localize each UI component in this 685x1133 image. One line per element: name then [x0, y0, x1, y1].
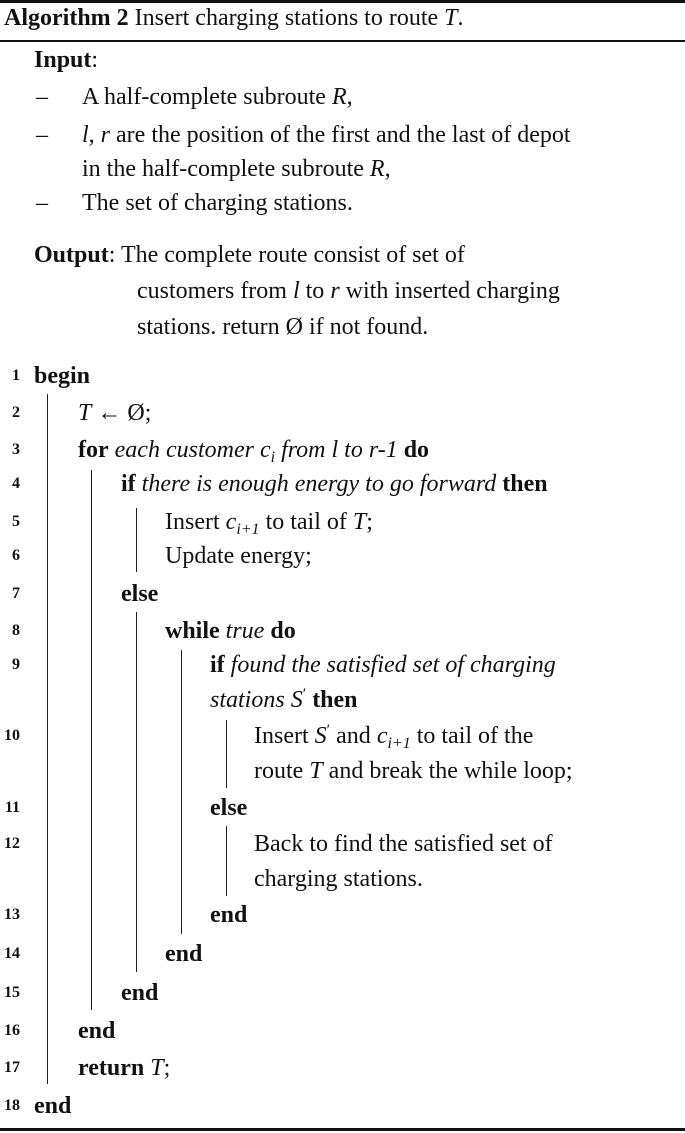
algorithm-label: Algorithm 2 — [4, 5, 129, 31]
line-number-10: 10 — [4, 727, 20, 744]
bottom-rule — [0, 1128, 685, 1131]
line-number-16: 16 — [4, 1022, 20, 1039]
line-1-begin: begin — [34, 363, 91, 389]
line-number-3: 3 — [12, 441, 20, 458]
line-number-12: 12 — [4, 835, 20, 852]
line-7-else: else — [121, 581, 159, 607]
algorithm-title-period: . — [457, 5, 464, 31]
output-heading: Output: The complete route consist of set of — [34, 242, 465, 268]
line-8-while: while true do — [165, 618, 296, 644]
if-block-bar — [136, 508, 137, 572]
line-10-insert-cont: route T and break the while loop; — [254, 758, 573, 784]
line-6-update: Update energy; — [165, 543, 312, 569]
line-number-13: 13 — [4, 906, 20, 923]
input-item-3: The set of charging stations. — [82, 190, 353, 216]
line-number-6: 6 — [12, 547, 20, 564]
line-12-back-cont: charging stations. — [254, 866, 423, 892]
line-number-11: 11 — [4, 799, 20, 816]
line-15-end: end — [121, 980, 159, 1006]
line-number-15: 15 — [4, 984, 20, 1001]
line-number-17: 17 — [4, 1059, 20, 1076]
input-item-1: A half-complete subroute R, — [82, 84, 353, 110]
line-number-4: 4 — [12, 475, 20, 492]
while-block-bar — [181, 650, 182, 934]
input-dash-2: – — [36, 122, 48, 148]
line-3-for: for each customer $c_i$ from l to r-1 do — [78, 437, 430, 466]
inner-if-block-bar — [226, 720, 227, 788]
algorithm-caption — [4, 5, 464, 32]
inner-else-block-bar — [226, 826, 227, 896]
line-9-if: if found the satisfied set of charging — [210, 652, 556, 678]
algorithm-title-var: T — [444, 5, 458, 31]
line-number-14: 14 — [4, 945, 20, 962]
line-number-7: 7 — [12, 585, 20, 602]
begin-block-bar — [47, 394, 48, 1084]
output-line-3: stations. return Ø if not found. — [137, 314, 429, 340]
line-5-insert: Insert $c_{i+1}$ to tail of T; — [165, 509, 373, 538]
line-12-back: Back to find the satisfied set of — [254, 831, 553, 857]
line-18-end: end — [34, 1093, 72, 1119]
caption-rule — [0, 40, 685, 42]
line-9-if-cont: stations S′ then — [210, 686, 358, 713]
else-block-bar — [136, 612, 137, 972]
top-rule — [0, 0, 685, 3]
line-16-end: end — [78, 1018, 116, 1044]
line-14-end: end — [165, 941, 203, 967]
line-17-return: return T; — [78, 1055, 171, 1081]
input-dash-1: – — [36, 84, 48, 110]
line-number-2: 2 — [12, 404, 20, 421]
line-11-else: else — [210, 795, 248, 821]
line-number-1: 1 — [12, 367, 20, 384]
line-10-insert: Insert S′ and $c_{i+1}$ to tail of the — [254, 722, 534, 752]
output-line-2: customers from l to r with inserted charging — [137, 278, 560, 304]
input-item-2-cont: in the half-complete subroute R, — [82, 156, 391, 182]
input-item-2: l, r are the position of the first and the last of depot — [82, 122, 571, 148]
line-4-if: if there is enough energy to go forward then — [121, 471, 548, 497]
line-13-end: end — [210, 902, 248, 928]
line-number-8: 8 — [12, 622, 20, 639]
input-heading: Input: — [34, 47, 99, 73]
line-number-5: 5 — [12, 513, 20, 530]
for-block-bar — [91, 470, 92, 1010]
line-number-9: 9 — [12, 656, 20, 673]
input-dash-3: – — [36, 190, 48, 216]
algorithm-title: Insert charging stations to route — [134, 5, 439, 31]
line-number-18: 18 — [4, 1097, 20, 1114]
line-2-assign: T ← Ø; — [78, 400, 152, 426]
